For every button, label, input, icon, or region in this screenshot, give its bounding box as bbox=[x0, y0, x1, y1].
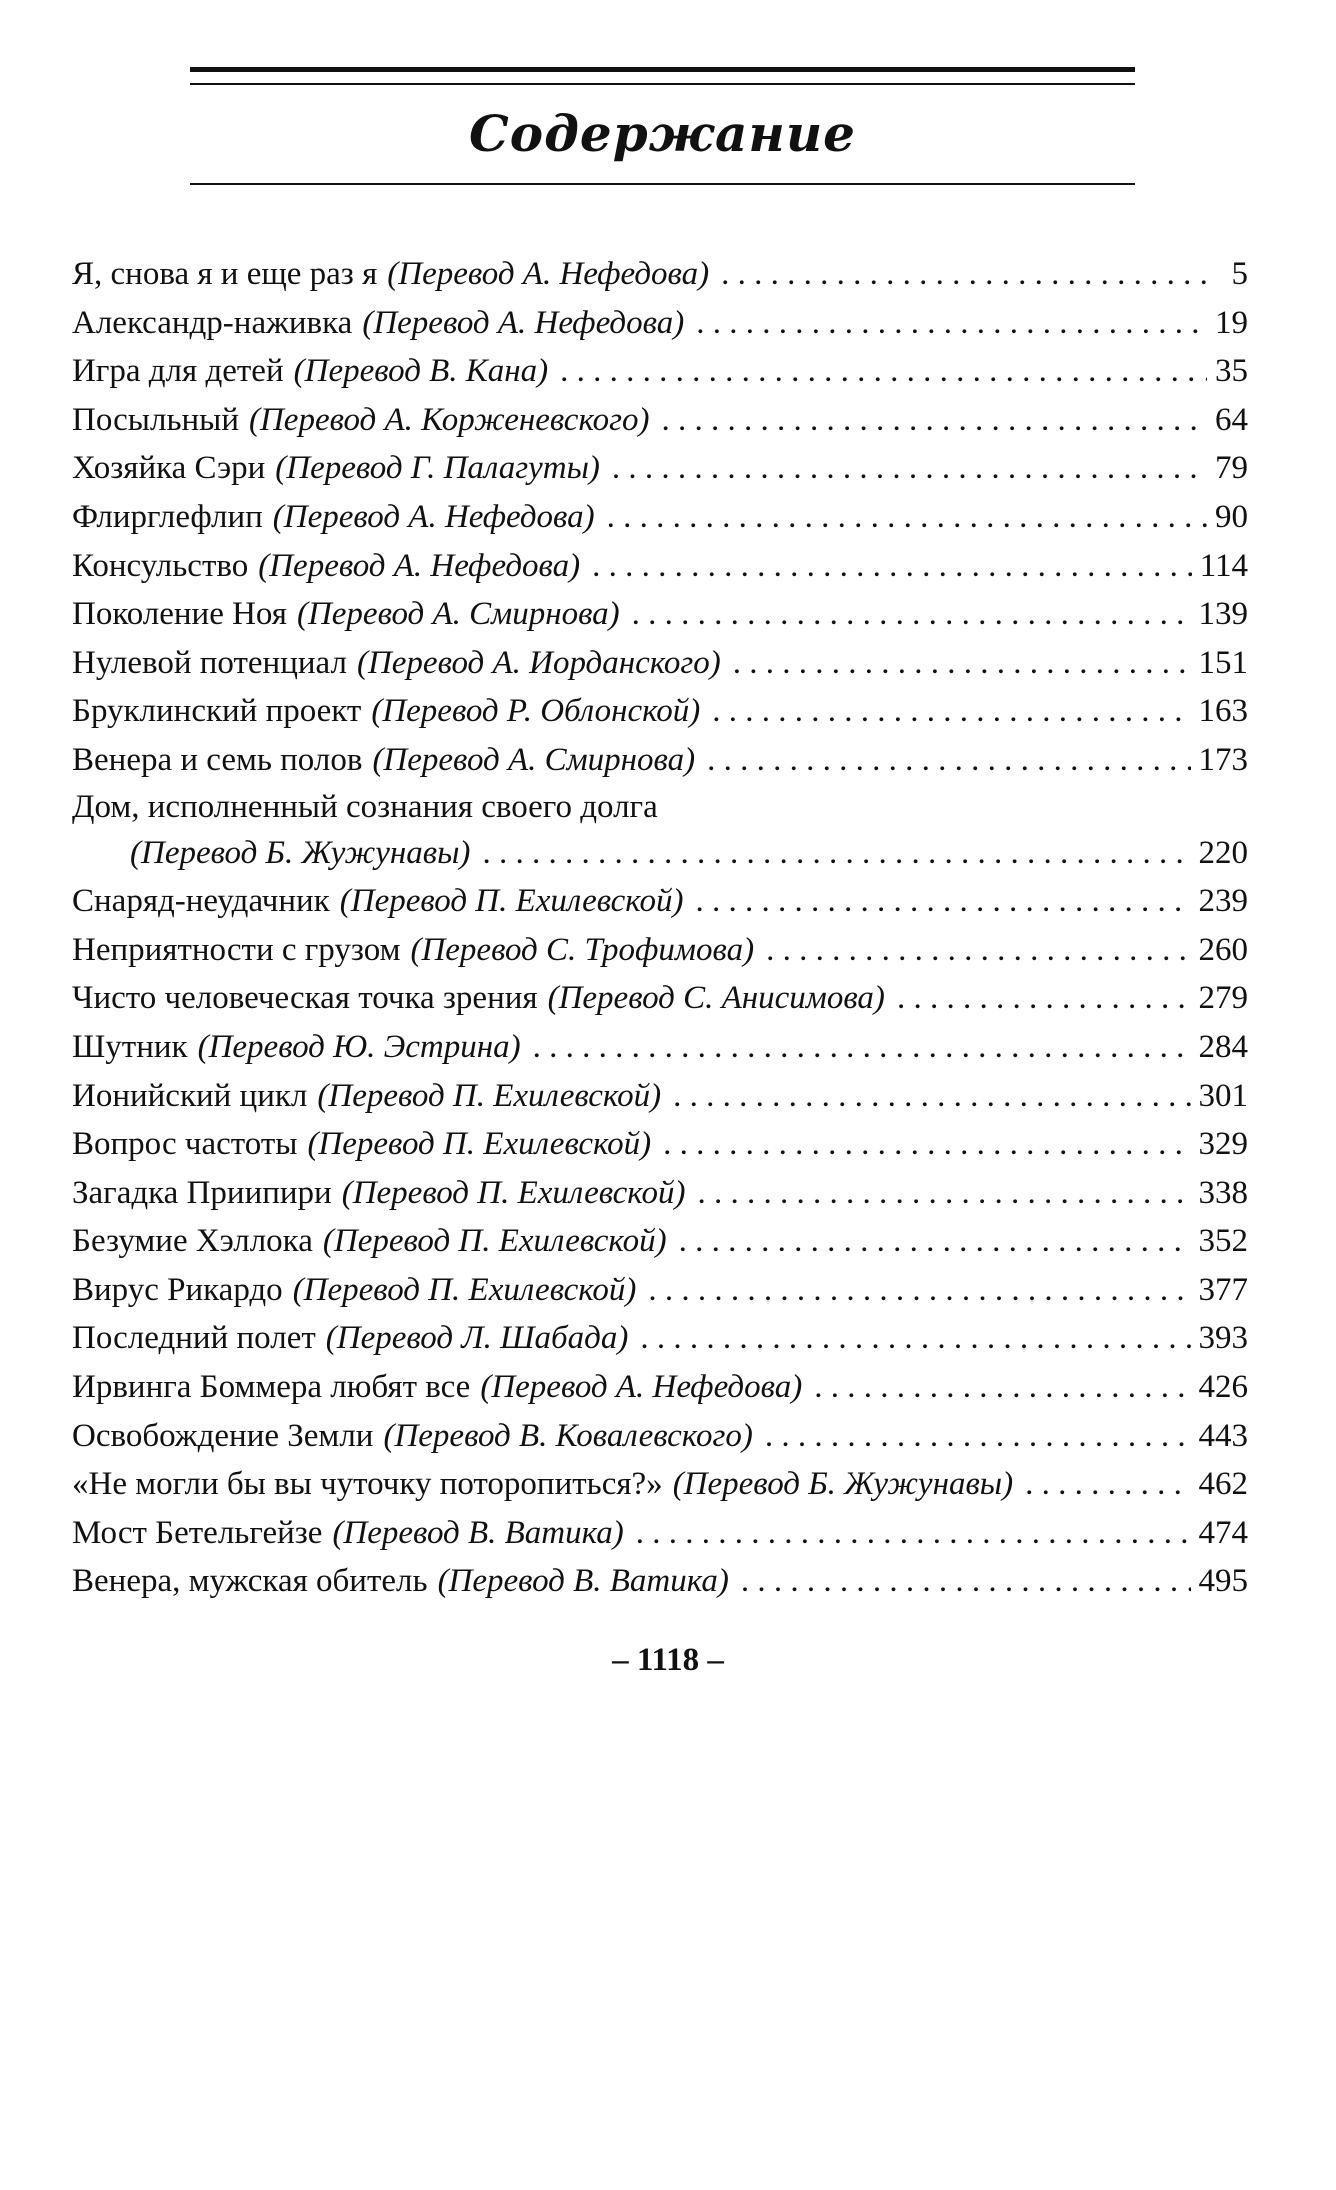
toc-entry[interactable] bbox=[72, 1169, 1248, 1218]
toc-entry-translator: (Перевод Л. Шабада) bbox=[325, 1320, 629, 1357]
dot-leader bbox=[814, 1363, 1190, 1412]
toc-entry-page: 260 bbox=[1198, 931, 1248, 968]
dot-leader bbox=[607, 493, 1207, 542]
toc-entry-title: Консульство bbox=[72, 547, 249, 584]
toc-entry[interactable] bbox=[72, 1266, 1248, 1315]
toc-entry[interactable] bbox=[72, 250, 1248, 299]
dot-leader bbox=[612, 444, 1207, 493]
toc-entry-page: 426 bbox=[1198, 1369, 1248, 1406]
toc-entry-translator: (Перевод А. Нефедова) bbox=[258, 547, 581, 584]
toc-entry-title: Александр-наживка bbox=[72, 304, 353, 341]
toc-entry[interactable] bbox=[72, 926, 1248, 975]
toc-entry[interactable] bbox=[72, 444, 1248, 493]
toc-entry-translator: (Перевод А. Смирнова) bbox=[296, 596, 620, 633]
toc-entry-title: Шутник bbox=[72, 1028, 188, 1065]
toc-entry-title: Бруклинский проект bbox=[72, 693, 362, 730]
toc-entry-page: 495 bbox=[1198, 1563, 1248, 1600]
toc-entry-translator: (Перевод А. Нефедова) bbox=[272, 498, 595, 535]
toc-entry-title: Освобождение Земли bbox=[72, 1417, 374, 1454]
toc-entry-page: 79 bbox=[1215, 450, 1248, 487]
toc-entry[interactable] bbox=[72, 1023, 1248, 1072]
dot-leader bbox=[662, 396, 1208, 445]
toc-entry-title: Чисто человеческая точка зрения bbox=[72, 980, 538, 1017]
toc-entry[interactable] bbox=[72, 1509, 1248, 1558]
dot-leader bbox=[482, 829, 1190, 878]
toc-entry-title: Флирглефлип bbox=[72, 498, 263, 535]
page-number: – 1118 – bbox=[612, 1642, 724, 1678]
dot-leader bbox=[721, 250, 1210, 299]
toc-entry-title: Игра для детей bbox=[72, 353, 284, 390]
toc-entry[interactable] bbox=[72, 639, 1248, 688]
toc-entry-title: Мост Бетельгейзе bbox=[72, 1514, 323, 1551]
dot-leader bbox=[663, 1120, 1190, 1169]
toc-entry-translator: (Перевод А. Нефедова) bbox=[387, 256, 710, 292]
toc-entry-page: 19 bbox=[1215, 304, 1248, 341]
toc-entry-translator: (Перевод Р. Облонской) bbox=[371, 693, 701, 730]
toc-entry[interactable] bbox=[72, 590, 1248, 639]
toc-entry-page: 352 bbox=[1198, 1223, 1248, 1260]
dot-leader bbox=[696, 299, 1207, 348]
dot-leader bbox=[1025, 1460, 1190, 1509]
toc-entry-translator: (Перевод Б. Жужунавы) bbox=[672, 1466, 1014, 1503]
dot-leader bbox=[766, 926, 1190, 975]
toc-entry-title: Хозяйка Сэри bbox=[72, 450, 266, 487]
toc-entry-page: 284 bbox=[1198, 1028, 1248, 1065]
dot-leader bbox=[707, 736, 1190, 785]
toc-entry-page: 64 bbox=[1215, 401, 1248, 438]
toc-entry-page: 163 bbox=[1198, 693, 1248, 730]
toc-entry-title: Загадка Приипири bbox=[72, 1174, 332, 1211]
toc-entry-translator: (Перевод С. Трофимова) bbox=[410, 931, 755, 968]
toc-entry-title: Неприятности с грузом bbox=[72, 931, 401, 968]
toc-entry[interactable] bbox=[72, 1072, 1248, 1121]
dot-leader bbox=[765, 1412, 1191, 1461]
toc-entry-title: Поколение Ноя bbox=[72, 596, 287, 633]
toc-entry-title: Снаряд-неудачник bbox=[72, 883, 330, 920]
toc-entry-title: Я, снова я и еще раз я bbox=[72, 256, 378, 292]
header-rule-thick bbox=[190, 67, 1135, 72]
toc-entry-translator: (Перевод П. Ехилевской) bbox=[292, 1271, 637, 1308]
toc-entry-translator: (Перевод В. Ковалевского) bbox=[383, 1417, 753, 1454]
toc-entry-page: 462 bbox=[1198, 1466, 1248, 1503]
toc-entry-title: Вирус Рикардо bbox=[72, 1271, 283, 1308]
dot-leader bbox=[679, 1217, 1191, 1266]
toc-entry-title: Венера и семь полов bbox=[72, 741, 363, 778]
toc-entry-translator: (Перевод А. Корженевского) bbox=[248, 401, 650, 438]
toc-entry[interactable] bbox=[72, 1460, 1248, 1509]
toc-entry-page: 279 bbox=[1198, 980, 1248, 1017]
toc-entry[interactable] bbox=[72, 877, 1248, 926]
toc-entry-title: Дом, исполненный сознания своего долга bbox=[72, 788, 658, 825]
dot-leader bbox=[592, 542, 1192, 591]
dot-leader bbox=[636, 1509, 1191, 1558]
toc-entry-page: 173 bbox=[1198, 741, 1248, 778]
dot-leader bbox=[897, 974, 1191, 1023]
toc-entry-page: 151 bbox=[1198, 644, 1248, 681]
toc-entry-page: 35 bbox=[1215, 353, 1248, 390]
dot-leader bbox=[712, 687, 1190, 736]
toc-entry[interactable] bbox=[72, 829, 1248, 878]
toc-entry-translator: (Перевод П. Ехилевской) bbox=[341, 1174, 686, 1211]
toc-entry[interactable] bbox=[72, 347, 1248, 396]
toc-entry[interactable] bbox=[72, 1217, 1248, 1266]
toc-entry-title: Ионийский цикл bbox=[72, 1077, 308, 1114]
toc-entry-translator: (Перевод Б. Жужунавы) bbox=[130, 834, 471, 871]
toc-entry-page: 301 bbox=[1198, 1077, 1248, 1114]
toc-entry-page: 377 bbox=[1198, 1271, 1248, 1308]
toc-entry-page: 220 bbox=[1198, 834, 1248, 871]
toc-entry-page: 443 bbox=[1198, 1417, 1248, 1454]
toc-entry-title: Ирвинга Боммера любят все bbox=[72, 1369, 471, 1406]
toc-entry-page: 393 bbox=[1198, 1320, 1248, 1357]
toc-entry-translator: (Перевод В. Ватика) bbox=[437, 1563, 729, 1600]
dot-leader bbox=[648, 1266, 1190, 1315]
toc-entry[interactable] bbox=[72, 299, 1248, 348]
dot-leader bbox=[741, 1557, 1191, 1606]
toc-entry[interactable] bbox=[72, 1363, 1248, 1412]
toc-entry-translator: (Перевод С. Анисимова) bbox=[547, 980, 885, 1017]
toc-entry-title-line[interactable] bbox=[72, 785, 1248, 829]
toc-entry-translator: (Перевод П. Ехилевской) bbox=[322, 1223, 667, 1260]
toc-entry[interactable] bbox=[72, 542, 1248, 591]
toc-entry-translator: (Перевод В. Кана) bbox=[293, 353, 549, 390]
table-of-contents bbox=[72, 250, 1248, 1606]
dot-leader bbox=[640, 1314, 1190, 1363]
toc-entry-translator: (Перевод А. Нефедова) bbox=[480, 1369, 803, 1406]
toc-entry-title: Безумие Хэллока bbox=[72, 1223, 313, 1260]
header-rule-thin bbox=[190, 83, 1135, 85]
toc-entry[interactable] bbox=[72, 1314, 1248, 1363]
dot-leader bbox=[673, 1072, 1190, 1121]
toc-entry-page: 139 bbox=[1198, 596, 1248, 633]
toc-entry-translator: (Перевод А. Смирнова) bbox=[372, 741, 696, 778]
toc-entry[interactable] bbox=[72, 396, 1248, 445]
toc-entry[interactable] bbox=[72, 974, 1248, 1023]
dot-leader bbox=[533, 1023, 1191, 1072]
toc-entry-page: 329 bbox=[1198, 1126, 1248, 1163]
dot-leader bbox=[560, 347, 1207, 396]
toc-entry[interactable] bbox=[72, 493, 1248, 542]
dot-leader bbox=[695, 877, 1190, 926]
toc-entry-title: Последний полет bbox=[72, 1320, 316, 1357]
toc-entry[interactable] bbox=[72, 1120, 1248, 1169]
toc-entry-translator: (Перевод В. Ватика) bbox=[332, 1514, 624, 1551]
dot-leader bbox=[733, 639, 1191, 688]
dot-leader bbox=[632, 590, 1191, 639]
toc-entry-page: 114 bbox=[1199, 547, 1248, 584]
toc-entry-translator: (Перевод А. Нефедова) bbox=[362, 304, 685, 341]
toc-entry[interactable] bbox=[72, 1412, 1248, 1461]
toc-entry[interactable] bbox=[72, 687, 1248, 736]
toc-entry-page: 239 bbox=[1198, 883, 1248, 920]
toc-entry-page: 5 bbox=[1231, 256, 1248, 292]
toc-entry-title: «Не могли бы вы чуточку поторопиться?» bbox=[72, 1466, 663, 1503]
page-title: Содержание bbox=[469, 104, 856, 163]
toc-entry-title: Вопрос частоты bbox=[72, 1126, 298, 1163]
toc-entry-translator: (Перевод П. Ехилевской) bbox=[307, 1126, 652, 1163]
toc-entry-page: 474 bbox=[1198, 1514, 1248, 1551]
toc-entry-page: 338 bbox=[1198, 1174, 1248, 1211]
toc-entry[interactable] bbox=[72, 736, 1248, 785]
toc-entry-translator: (Перевод П. Ехилевской) bbox=[317, 1077, 662, 1114]
toc-entry-translator: (Перевод Ю. Эстрина) bbox=[197, 1028, 521, 1065]
header-rule-bottom bbox=[190, 183, 1135, 185]
toc-entry-title: Венера, мужская обитель bbox=[72, 1563, 428, 1600]
toc-entry-title: Посыльный bbox=[72, 401, 239, 438]
toc-entry-translator: (Перевод А. Иорданского) bbox=[356, 644, 721, 681]
toc-entry-title: Нулевой потенциал bbox=[72, 644, 347, 681]
toc-entry-translator: (Перевод П. Ехилевской) bbox=[339, 883, 684, 920]
toc-entry-translator: (Перевод Г. Палагуты) bbox=[275, 450, 600, 487]
dot-leader bbox=[697, 1169, 1190, 1218]
toc-entry-page: 90 bbox=[1215, 498, 1248, 535]
toc-entry[interactable] bbox=[72, 1557, 1248, 1606]
